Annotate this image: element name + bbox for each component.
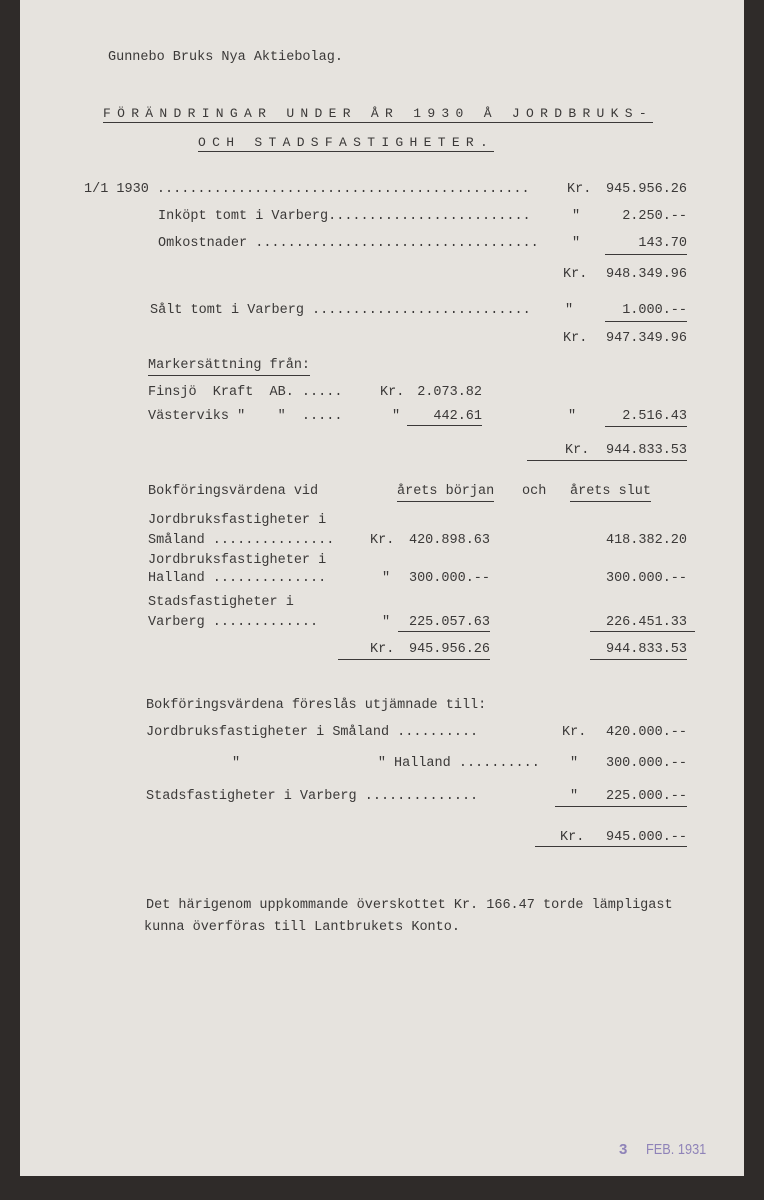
book-total-end: 944.833.53: [605, 642, 687, 657]
book-total-prefix: Kr.: [370, 642, 395, 657]
row-label: Stadsfastigheter i: [148, 595, 294, 610]
purchase-label: Inköpt tomt i Varberg.........................: [158, 209, 531, 224]
stamp-date: FEB. 1931: [646, 1141, 707, 1158]
book-total-start: 945.956.26: [408, 642, 490, 657]
row-end: 226.451.33: [605, 615, 687, 630]
underline: [527, 460, 687, 461]
row-start: 225.057.63: [408, 615, 490, 630]
row-prefix: ": [382, 615, 391, 630]
row-label: Halland ..............: [148, 571, 327, 586]
total-prefix: Kr.: [565, 443, 590, 458]
underline: [535, 846, 687, 847]
sold-prefix: ": [565, 303, 574, 318]
vasterviks-label: Västerviks " " .....: [148, 409, 343, 424]
row-prefix: ": [382, 571, 391, 586]
proposed-amount: 420.000.--: [605, 725, 687, 740]
proposed-prefix: ": [570, 756, 579, 771]
proposed-label: Jordbruksfastigheter i Småland ..........: [146, 725, 479, 740]
underline: [398, 631, 490, 632]
proposed-amount: 300.000.--: [605, 756, 687, 771]
vasterviks-prefix: ": [392, 409, 401, 424]
total-amount: 944.833.53: [605, 443, 687, 458]
sold-label: Sålt tomt i Varberg ...........................: [150, 303, 531, 318]
underline: [605, 426, 687, 427]
compensation-total-amount: 2.516.43: [622, 409, 687, 424]
subtotal1-amount: 948.349.96: [605, 267, 687, 282]
proposed-amount: 225.000.--: [605, 789, 687, 804]
company-name: Gunnebo Bruks Nya Aktiebolag.: [108, 50, 343, 65]
opening-prefix: Kr.: [567, 182, 592, 197]
col-end-header: årets slut: [570, 484, 651, 502]
proposed-label: Stadsfastigheter i Varberg ..............: [146, 789, 479, 804]
title-line-1: FÖRÄNDRINGAR UNDER ÅR 1930 Å JORDBRUKS-: [103, 106, 653, 121]
compensation-total-prefix: ": [568, 409, 577, 424]
compensation-heading: Markersättning från:: [148, 358, 310, 376]
underline: [590, 631, 695, 632]
underline: [605, 321, 687, 322]
document-page: [20, 0, 744, 1176]
book-values-heading: Bokföringsvärdena vid: [148, 484, 319, 499]
subtotal2-prefix: Kr.: [563, 331, 588, 346]
row-label: Jordbruksfastigheter i: [148, 553, 327, 568]
costs-prefix: ": [572, 236, 581, 251]
proposed-total-prefix: Kr.: [560, 830, 585, 845]
row-label: Jordbruksfastigheter i: [148, 513, 327, 528]
underline: [407, 425, 482, 426]
closing-line-2: kunna överföras till Lantbrukets Konto.: [144, 920, 460, 935]
proposed-prefix: ": [570, 789, 579, 804]
subtotal2-amount: 947.349.96: [605, 331, 687, 346]
row-start: 420.898.63: [408, 533, 490, 548]
finsjo-prefix: Kr.: [380, 385, 405, 400]
col-start-header: årets början: [397, 484, 494, 502]
costs-label: Omkostnader ...................................: [158, 236, 539, 251]
and-label: och: [522, 484, 547, 499]
proposed-total-amount: 945.000.--: [605, 830, 687, 845]
title-line-2: OCH STADSFASTIGHETER.: [198, 135, 495, 150]
stamp-day: 3: [619, 1141, 628, 1158]
row-start: 300.000.--: [408, 571, 490, 586]
opening-label: 1/1 1930 ..............................................: [84, 182, 530, 197]
proposed-prefix: Kr.: [562, 725, 587, 740]
row-prefix: Kr.: [370, 533, 395, 548]
underline: [605, 254, 687, 255]
purchase-amount: 2.250.--: [622, 209, 687, 224]
subtotal1-prefix: Kr.: [563, 267, 588, 282]
costs-amount: 143.70: [638, 236, 687, 251]
underline: [555, 806, 687, 807]
vasterviks-amount: 442.61: [433, 409, 482, 424]
underline: [590, 659, 687, 660]
row-label: Varberg .............: [148, 615, 319, 630]
row-end: 418.382.20: [605, 533, 687, 548]
purchase-prefix: ": [572, 209, 581, 224]
opening-amount: 945.956.26: [605, 182, 687, 197]
finsjo-amount: 2.073.82: [417, 385, 482, 400]
finsjo-label: Finsjö Kraft AB. .....: [148, 385, 343, 400]
closing-line-1: Det härigenom uppkommande överskottet Kr. 166.47 torde lämpligast: [146, 898, 673, 913]
row-label: Småland ...............: [148, 533, 335, 548]
row-end: 300.000.--: [605, 571, 687, 586]
proposed-label: " " Halland ..........: [232, 756, 540, 771]
proposed-heading: Bokföringsvärdena föreslås utjämnade till:: [146, 698, 487, 713]
underline: [338, 659, 490, 660]
sold-amount: 1.000.--: [622, 303, 687, 318]
